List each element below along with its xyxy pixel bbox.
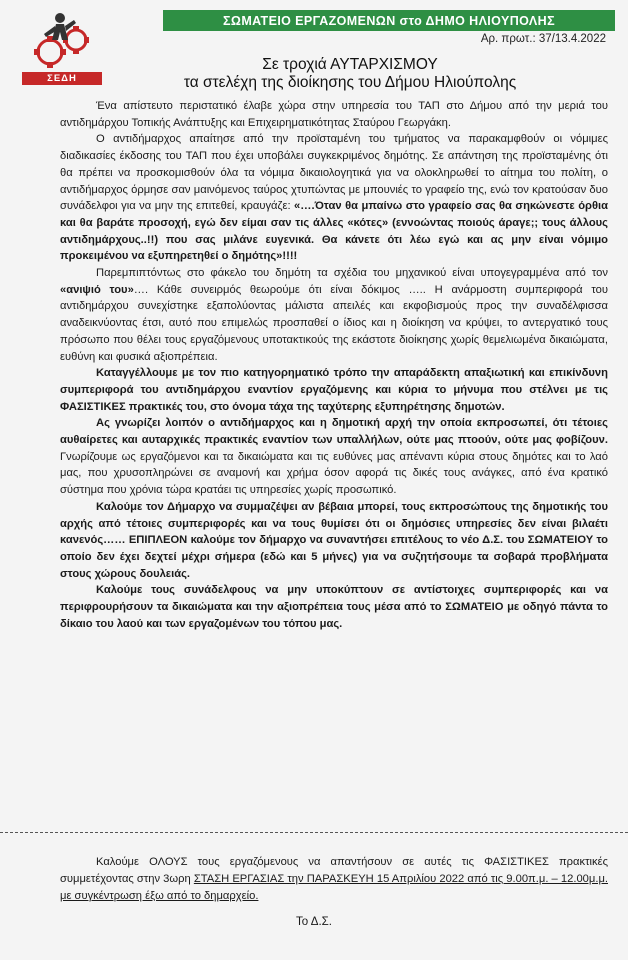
- paragraph-2: [60, 131, 608, 265]
- signature: Το Δ.Σ.: [296, 916, 332, 928]
- document-body: [60, 98, 608, 633]
- paragraph-2-text: Ο αντιδήμαρχος απαίτησε από την προϊσταμένη του τμήματος να παρακαμφθούν οι νόμιμες διαδικασίες έκδοσης του ΤΑΠ που έχει υποβάλει συγκεκριμένος δημότης. Σε απάντηση της προϊσταμένης ότι θα πρέπει να προσκομισθούν όλα τα νόμιμα δικαιολογητικά για να ολοκληρωθεί το αίτημα του πολίτη, ο αντιδήμαρχος όρμησε σαν μαινόμενος ταύρος χτυπώντας με μπουνιές το γραφείο της, ενώ τον κρατούσαν δυο συνάδελφοι για να μην της επιτεθεί, κραυγάζε:: [60, 133, 608, 213]
- paragraph-3-text-a: Παρεμπιπτόντως στο φάκελο του δημότη τα σχέδια του μηχανικού είναι υπογεγραμμένα από τον: [96, 267, 608, 280]
- strike-call-text: Καλούμε ΟΛΟΥΣ τους εργαζόμενους να απαντήσουν σε αυτές τις ΦΑΣΙΣΤΙΚΕΣ πρακτικές συμμετέχοντας στην 3ωρη: [60, 856, 608, 885]
- paragraph-4: Καταγγέλλουμε με τον πιο κατηγορηματικό τρόπο την απαράδεκτη απαξιωτική και επικίνδυνη συμπεριφορά του αντιδημάρχου εναντίον εργαζόμενης και κύρια το μήνυμα που στέλνει με τις ΦΑΣΙΣΤΙΚΕΣ πρακτικές του, στο όνομα τάχα της ταχύτερης εξυπηρέτησης δημοτών.: [60, 367, 608, 413]
- paragraph-5-bold: Ας γνωρίζει λοιπόν ο αντιδήμαρχος και η δημοτική αρχή την οποία εκπροσωπεί, ότι τέτοιες αυθαίρετες και αυταρχικές πρακτικές εναντίον των υπαλλήλων, ούτε μας πτοούν, ούτε μας φοβίζουν.: [60, 417, 608, 447]
- strike-call: [60, 854, 608, 905]
- strike-call-paragraph: [60, 854, 608, 905]
- protocol-number: Αρ. πρωτ.: 37/13.4.2022: [480, 33, 606, 45]
- gears-figure-icon: [22, 10, 102, 72]
- nephew-bold: «ανιψιό του»: [60, 283, 134, 296]
- logo-label: ΣΕΔΗ: [22, 72, 102, 85]
- paragraph-6: Καλούμε τον Δήμαρχο να συμμαζέψει αν βέβαια μπορεί, τους εκπροσώπους της δημοτικής του αρχής από τέτοιες συμπεριφορές και να τους θυμίσει ότι οι δημόσιες υπηρεσίες δεν είναι βιλαέτι κανενός…… ΕΠΙΠΛΕΟΝ καλούμε τον δήμαρχο να συναντήσει επιτέλους το νέο Δ.Σ. του ΣΩΜΑΤΕΙΟΥ το οποίο δεν έχει δεχτεί μέχρι σήμερα (εδώ και 5 μήνες) για να συζητήσουμε τα σοβαρά προβλήματα στους χώρους δουλειάς.: [60, 500, 608, 580]
- paragraph-5: [60, 415, 608, 499]
- union-logo: [22, 10, 102, 84]
- paragraph-1: Ένα απίστευτο περιστατικό έλαβε χώρα στην υπηρεσία του ΤΑΠ στο Δήμου από την μεριά του αντιδημάρχου Τοπικής Ανάπτυξης και Επιχειρηματικότητας Σταύρου Γεωργάκη.: [60, 100, 608, 129]
- paragraph-7: Καλούμε τους συνάδελφους να μην υποκύπτουν σε αντίστοιχες συμπεριφορές και να περιφρουρήσουν τα δικαιώματα και την αξιοπρέπεια τους μέσα από το ΣΩΜΑΤΕΙΟ με οδηγό πάντα το δίκαιο του λαού και των εργαζομένων του τόπου μας.: [60, 584, 608, 630]
- paragraph-3: [60, 265, 608, 365]
- quote-bold: «….Όταν θα μπαίνω στο γραφείο σας θα σηκώνεστε όρθια και θα βαράτε προσοχή, εγώ δεν είμαι σαν τις άλλες «κότες» (εννοώντας ποιούς άραγε;; τους άλλους αντιδημάρχους..!!) που σας μιλάνε ευγενικά. Θα κάνετε ότι λέω εγώ και ας μην είναι νόμιμο προκειμένου να εξυπηρετηθεί ο δημότης»!!!!: [60, 200, 608, 263]
- cut-line-divider: [0, 832, 628, 833]
- title-line-2: τα στελέχη της διοίκησης του Δήμου Ηλιούπολης: [183, 74, 517, 91]
- title-line-1: Σε τροχιά ΑΥΤΑΡΧΙΣΜΟΥ: [262, 56, 438, 73]
- strike-details-underlined: ΣΤΑΣΗ ΕΡΓΑΣΙΑΣ την ΠΑΡΑΣΚΕΥΗ 15 Απριλίου 2022 από τις 9.00π.μ. – 12.00μ.μ. με συγκέντρωση έξω από το δημαρχείο.: [60, 873, 608, 902]
- paragraph-3-text-b: …. Κάθε συνειρμός θεωρούμε ότι είναι δόκιμος ….. Η ανάρμοστη συμπεριφορά του αντιδημάρχου συνεχίστηκε εξαπολύοντας μάλιστα απειλές και εκφοβισμούς προς την συναδέλφισσα αναδεικνύοντας έτσι, αυτό που επιμελώς προσπαθεί ο ίδιος και η διοίκηση να κρύψει, το αντεργατικό τους πρόσωπο που θέλει τους εργαζόμενους υποτακτικούς της εκάστοτε διοίκησης χωρίς θεμελιωμένα δικαιώματα, ευθύνη και φυσικά αξιοπρέπεια.: [60, 283, 608, 363]
- paragraph-5-text: Γνωρίζουμε ως εργαζόμενοι και τα δικαιώματα και τις ευθύνες μας απέναντι κύρια στους δημότες και το λαό μας, που χρυσοπληρώνει σε αναμονή και χρήμα όσον αφορά τις δικές τους ανάγκες, από ένα κρατικό σύστημα που χρόνια τώρα κρατάει τις υπηρεσίες χωρίς προσωπικό.: [60, 450, 608, 497]
- union-name-banner: ΣΩΜΑΤΕΙΟ ΕΡΓΑΖΟΜΕΝΩΝ στο ΔΗΜΟ ΗΛΙΟΥΠΟΛΗΣ: [163, 10, 615, 31]
- document-title: [120, 56, 580, 92]
